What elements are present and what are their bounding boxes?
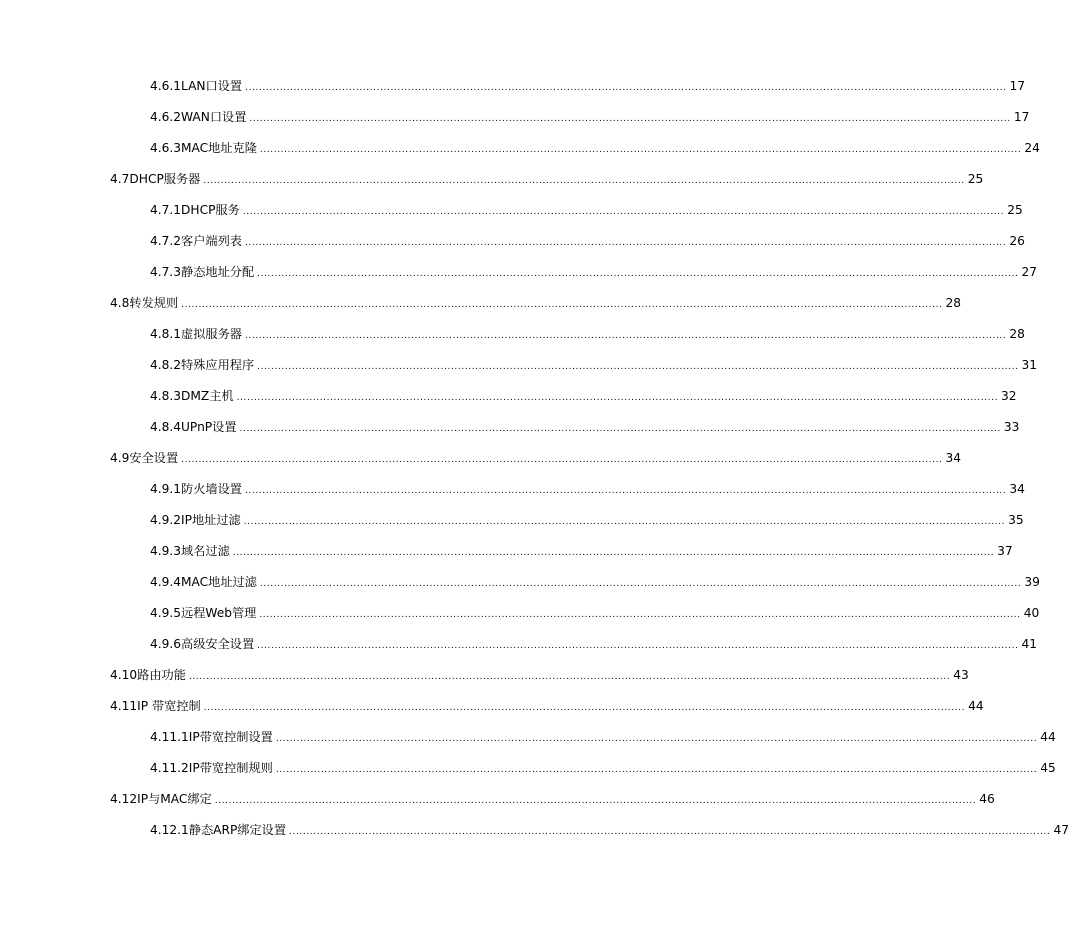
- toc-entry[interactable]: [110, 696, 984, 716]
- toc-entry-title: DMZ主机: [181, 389, 234, 403]
- toc-entry-title: 静态地址分配: [181, 265, 255, 279]
- toc-entry-page-number: 28: [1009, 327, 1025, 341]
- toc-entry-page-number: 33: [1003, 420, 1020, 434]
- toc-dot-leader: ............................................................................................................................................................................................................................: [243, 517, 1006, 527]
- toc-entry-page-number: 31: [1021, 358, 1038, 372]
- toc-dot-leader: ............................................................................................................................................................................................................................: [188, 672, 951, 682]
- toc-entry-title: IP地址过滤: [181, 513, 241, 527]
- toc-entry[interactable]: [150, 138, 1040, 158]
- toc-entry-title: MAC地址过滤: [181, 575, 257, 589]
- toc-entry-number: 4.9.5: [150, 606, 182, 620]
- toc-entry-page-number: 32: [1001, 389, 1017, 403]
- toc-entry-number: 4.9: [110, 451, 130, 465]
- toc-entry-title: IP 带宽控制: [137, 699, 201, 713]
- toc-entry-number: 4.10: [110, 668, 138, 682]
- toc-entry-number: 4.6.2: [150, 110, 182, 124]
- toc-dot-leader: ............................................................................................................................................................................................................................: [242, 207, 1005, 217]
- toc-entry[interactable]: [150, 324, 1025, 344]
- toc-entry-number: 4.9.3: [150, 544, 182, 558]
- toc-entry-title: 远程Web管理: [181, 606, 257, 620]
- toc-dot-leader: ............................................................................................................................................................................................................................: [244, 486, 1007, 496]
- toc-entry-number: 4.7.2: [150, 234, 182, 248]
- toc-entry[interactable]: [110, 169, 984, 189]
- toc-entry-title: MAC地址克隆: [181, 141, 257, 155]
- toc-dot-leader: ............................................................................................................................................................................................................................: [259, 610, 1021, 620]
- toc-entry[interactable]: [150, 200, 1023, 220]
- toc-entry-title: 路由功能: [137, 668, 186, 682]
- toc-entry-page-number: 25: [967, 172, 984, 186]
- toc-entry[interactable]: [150, 510, 1024, 530]
- toc-entry-number: 4.8.1: [150, 327, 182, 341]
- toc-entry-number: 4.12.1: [150, 823, 189, 837]
- toc-entry-title: 虚拟服务器: [181, 327, 242, 341]
- toc-dot-leader: ............................................................................................................................................................................................................................: [244, 238, 1007, 248]
- toc-entry[interactable]: [150, 572, 1040, 592]
- toc-dot-leader: ............................................................................................................................................................................................................................: [214, 796, 977, 806]
- toc-entry-title: IP带宽控制规则: [188, 761, 273, 775]
- toc-entry-number: 4.9.6: [150, 637, 182, 651]
- toc-entry-page-number: 27: [1021, 265, 1038, 279]
- toc-entry[interactable]: [110, 789, 995, 809]
- toc-dot-leader: ............................................................................................................................................................................................................................: [257, 641, 1019, 651]
- toc-entry-number: 4.11.1: [150, 730, 189, 744]
- toc-dot-leader: ............................................................................................................................................................................................................................: [275, 765, 1038, 775]
- toc-entry[interactable]: [150, 76, 1026, 96]
- toc-dot-leader: ............................................................................................................................................................................................................................: [259, 579, 1022, 589]
- toc-entry-title: 安全设置: [129, 451, 179, 465]
- toc-entry-page-number: 45: [1040, 761, 1056, 775]
- toc-entry-page-number: 24: [1024, 141, 1040, 155]
- toc-entry-number: 4.8.2: [150, 358, 182, 372]
- toc-entry-title: 防火墙设置: [181, 482, 242, 496]
- toc-entry[interactable]: [110, 665, 969, 685]
- toc-entry-page-number: 37: [997, 544, 1013, 558]
- toc-entry-page-number: 35: [1008, 513, 1024, 527]
- toc-entry-page-number: 34: [945, 451, 962, 465]
- toc-entry[interactable]: [150, 758, 1056, 778]
- toc-entry-page-number: 46: [979, 792, 995, 806]
- toc-entry-title: 静态ARP绑定设置: [188, 823, 287, 837]
- toc-entry-number: 4.8.3: [150, 389, 182, 403]
- toc-entry[interactable]: [150, 727, 1056, 747]
- toc-entry-title: DHCP服务器: [129, 172, 201, 186]
- toc-entry[interactable]: [150, 820, 1069, 840]
- toc-entry[interactable]: [150, 603, 1040, 623]
- toc-entry-title: 域名过滤: [181, 544, 230, 558]
- toc-entry-number: 4.7.1: [150, 203, 182, 217]
- toc-entry-page-number: 43: [953, 668, 969, 682]
- toc-dot-leader: ............................................................................................................................................................................................................................: [232, 548, 995, 558]
- toc-dot-leader: ............................................................................................................................................................................................................................: [257, 362, 1019, 372]
- toc-entry-title: IP与MAC绑定: [137, 792, 212, 806]
- toc-entry-page-number: 28: [945, 296, 962, 310]
- toc-dot-leader: ............................................................................................................................................................................................................................: [181, 300, 943, 310]
- toc-entry[interactable]: [150, 417, 1020, 437]
- toc-entry-number: 4.7.3: [150, 265, 182, 279]
- toc-entry-title: DHCP服务: [181, 203, 240, 217]
- toc-dot-leader: ............................................................................................................................................................................................................................: [244, 331, 1007, 341]
- toc-entry[interactable]: [110, 448, 962, 468]
- toc-entry-page-number: 47: [1053, 823, 1069, 837]
- toc-entry-number: 4.11.2: [150, 761, 189, 775]
- toc-entry-number: 4.9.4: [150, 575, 182, 589]
- toc-entry-title: LAN口设置: [181, 79, 243, 93]
- toc-entry-page-number: 39: [1024, 575, 1040, 589]
- toc-entry[interactable]: [150, 262, 1038, 282]
- toc-entry[interactable]: [150, 541, 1013, 561]
- toc-dot-leader: ............................................................................................................................................................................................................................: [245, 83, 1007, 93]
- toc-entry-number: 4.11: [110, 699, 138, 713]
- toc-entry-page-number: 25: [1007, 203, 1023, 217]
- toc-dot-leader: ............................................................................................................................................................................................................................: [181, 455, 943, 465]
- toc-entry[interactable]: [150, 386, 1017, 406]
- toc-entry-number: 4.12: [110, 792, 138, 806]
- toc-dot-leader: ............................................................................................................................................................................................................................: [236, 393, 999, 403]
- toc-dot-leader: ............................................................................................................................................................................................................................: [249, 114, 1011, 124]
- toc-entry-title: 客户端列表: [181, 234, 242, 248]
- toc-entry[interactable]: [150, 231, 1025, 251]
- toc-dot-leader: ............................................................................................................................................................................................................................: [203, 703, 966, 713]
- toc-dot-leader: ............................................................................................................................................................................................................................: [239, 424, 1001, 434]
- toc-entry[interactable]: [150, 634, 1038, 654]
- toc-entry-title: 转发规则: [129, 296, 179, 310]
- toc-entry-title: 高级安全设置: [181, 637, 255, 651]
- toc-entry-number: 4.9.2: [150, 513, 182, 527]
- toc-entry-page-number: 41: [1021, 637, 1038, 651]
- toc-dot-leader: ............................................................................................................................................................................................................................: [257, 269, 1019, 279]
- toc-entry-page-number: 44: [968, 699, 984, 713]
- toc-entry-page-number: 26: [1009, 234, 1025, 248]
- toc-entry-page-number: 17: [1013, 110, 1030, 124]
- toc-entry[interactable]: [150, 355, 1038, 375]
- toc-dot-leader: ............................................................................................................................................................................................................................: [275, 734, 1038, 744]
- toc-entry-page-number: 17: [1009, 79, 1026, 93]
- toc-entry-number: 4.8: [110, 296, 130, 310]
- toc-entry-number: 4.6.1: [150, 79, 182, 93]
- toc-entry-title: 特殊应用程序: [181, 358, 255, 372]
- toc-entry[interactable]: [110, 293, 962, 313]
- toc-entry[interactable]: [150, 479, 1025, 499]
- toc-entry[interactable]: [150, 107, 1030, 127]
- toc-entry-page-number: 40: [1023, 606, 1040, 620]
- toc-entry-number: 4.7: [110, 172, 130, 186]
- toc-dot-leader: ............................................................................................................................................................................................................................: [289, 827, 1051, 837]
- toc-entry-title: WAN口设置: [181, 110, 247, 124]
- toc-entry-title: UPnP设置: [181, 420, 237, 434]
- toc-entry-number: 4.6.3: [150, 141, 182, 155]
- toc-dot-leader: ............................................................................................................................................................................................................................: [259, 145, 1022, 155]
- toc-entry-title: IP带宽控制设置: [188, 730, 273, 744]
- toc-entry-number: 4.8.4: [150, 420, 182, 434]
- toc-entry-number: 4.9.1: [150, 482, 182, 496]
- toc-dot-leader: ............................................................................................................................................................................................................................: [203, 176, 965, 186]
- toc-entry-page-number: 44: [1040, 730, 1056, 744]
- toc-entry-page-number: 34: [1009, 482, 1025, 496]
